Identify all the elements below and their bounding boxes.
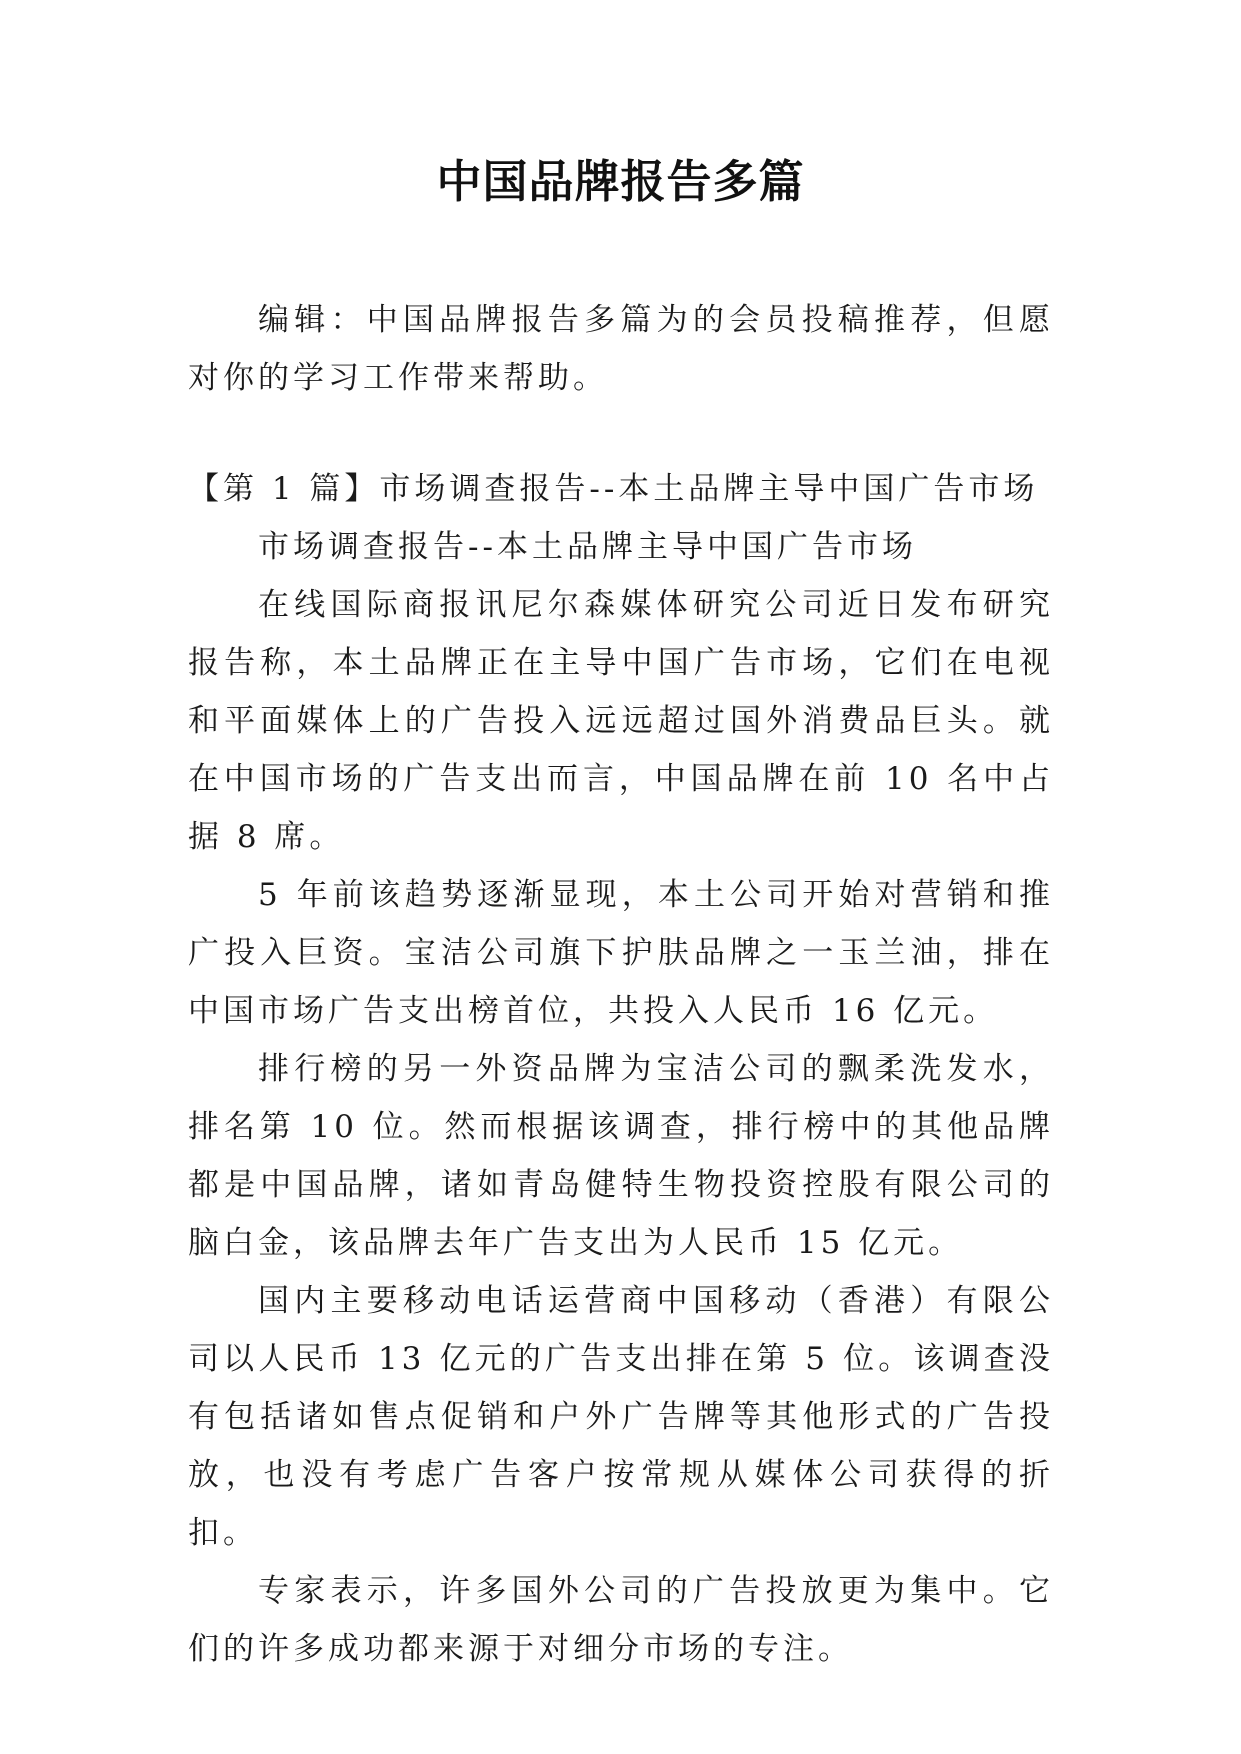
paragraph: 专家表示，许多国外公司的广告投放更为集中。它们的许多成功都来源于对细分市场的专注。 (188, 1573, 1054, 1667)
intro-paragraph: 编辑：中国品牌报告多篇为的会员投稿推荐，但愿对你的学习工作带来帮助。 (188, 302, 1054, 396)
document-title: 中国品牌报告多篇 (436, 155, 805, 208)
paragraph: 排行榜的另一外资品牌为宝洁公司的飘柔洗发水，排名第 10 位。然而根据该调查，排行榜中的其他品牌都是中国品牌，诸如青岛健特生物投资控股有限公司的脑白金，该品牌去年广告支出为人民币 15 亿元。 (188, 1051, 1054, 1261)
intro-block (188, 291, 1054, 407)
section-heading: 【第 1 篇】市场调查报告--本土品牌主导中国广告市场 (188, 471, 1039, 507)
section-1 (188, 460, 1054, 1678)
paragraph: 市场调查报告--本土品牌主导中国广告市场 (258, 529, 917, 565)
paragraph: 在线国际商报讯尼尔森媒体研究公司近日发布研究报告称，本土品牌正在主导中国广告市场，它们在电视和平面媒体上的广告投入远远超过国外消费品巨头。就在中国市场的广告支出而言，中国品牌在前 10 名中占据 8 席。 (188, 587, 1054, 855)
paragraph: 国内主要移动电话运营商中国移动（香港）有限公司以人民币 13 亿元的广告支出排在第 5 位。该调查没有包括诸如售点促销和户外广告牌等其他形式的广告投放，也没有考虑广告客户按常规从媒体公司获得的折扣。 (188, 1283, 1054, 1551)
paragraph: 5 年前该趋势逐渐显现，本土公司开始对营销和推广投入巨资。宝洁公司旗下护肤品牌之一玉兰油，排在中国市场广告支出榜首位，共投入人民币 16 亿元。 (188, 877, 1054, 1029)
